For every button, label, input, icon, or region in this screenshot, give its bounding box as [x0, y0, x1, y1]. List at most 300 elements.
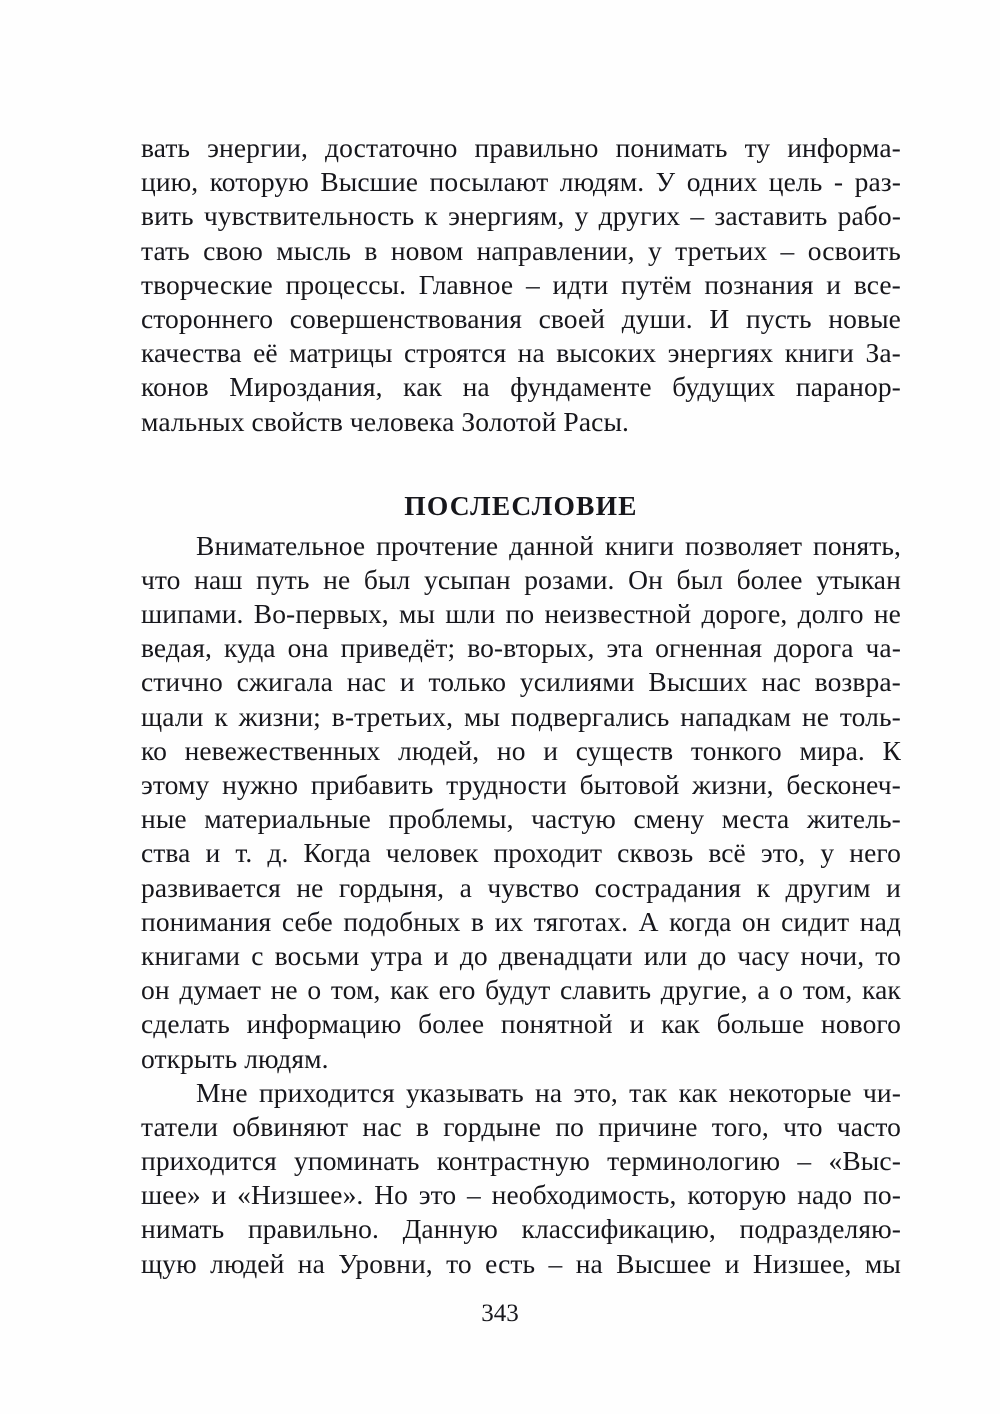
word: тать	[141, 234, 190, 266]
word: у	[647, 234, 662, 266]
page-number: 343	[481, 1300, 519, 1327]
word: путь	[256, 563, 310, 595]
word: другие,	[660, 974, 748, 1006]
word: Высших	[648, 666, 748, 698]
word: он	[741, 905, 771, 937]
word: она	[287, 632, 329, 664]
word: Он	[628, 563, 663, 595]
heading-spacer	[141, 439, 901, 465]
text-line	[141, 370, 901, 404]
word: и	[826, 268, 842, 300]
word: качества	[141, 337, 242, 369]
word: направлении,	[476, 234, 635, 266]
word: свою	[203, 234, 263, 266]
word: которую	[687, 1179, 787, 1211]
word: над	[859, 905, 901, 937]
word: информа-	[787, 132, 901, 163]
word: куда	[224, 632, 276, 664]
text-line	[141, 631, 901, 665]
word: розами.	[524, 563, 615, 595]
section-heading: ПОСЛЕСЛОВИЕ	[404, 489, 638, 521]
word: книги	[784, 337, 854, 369]
word: энергии,	[207, 132, 308, 163]
word: как	[862, 974, 901, 1006]
text-line	[141, 131, 901, 165]
text-line	[141, 268, 901, 302]
word: паранор-	[795, 371, 901, 403]
word: другим	[785, 871, 871, 903]
text-line	[141, 665, 901, 699]
word: Данную	[402, 1213, 498, 1245]
word: того,	[711, 1110, 769, 1142]
word: цию,	[141, 166, 199, 198]
word: дороге,	[701, 598, 788, 630]
word: За-	[865, 337, 901, 369]
text-line	[141, 1042, 901, 1076]
word: проблемы,	[388, 803, 514, 835]
word: прибавить	[310, 769, 434, 800]
word: этому	[141, 769, 210, 800]
paragraph-afterword-intro	[141, 529, 901, 1076]
word: и	[886, 871, 901, 903]
word: усилиями	[519, 666, 635, 698]
word: вать	[141, 132, 191, 163]
text-line	[141, 1076, 901, 1110]
word: с	[251, 939, 264, 971]
word: чувство	[487, 871, 580, 903]
word: «Низшее».	[237, 1179, 364, 1211]
word: как	[390, 974, 429, 1006]
word: высоких	[556, 337, 657, 369]
word: развивается	[141, 871, 281, 903]
word: Внимательное	[196, 529, 366, 561]
word: А	[638, 905, 659, 937]
word: которую	[209, 166, 309, 198]
word: до	[698, 939, 727, 971]
word: новые	[828, 302, 901, 334]
word: жизни;	[238, 700, 321, 732]
word: только	[428, 666, 507, 698]
word: но	[496, 734, 526, 766]
word: на	[297, 1247, 325, 1279]
word: более	[736, 563, 803, 595]
word: понимать	[615, 132, 728, 163]
word: подвергались	[510, 700, 670, 732]
word: его	[438, 974, 476, 1006]
word: стично	[141, 666, 223, 698]
word: том,	[330, 974, 381, 1006]
text-line	[141, 234, 901, 268]
word: на	[575, 1247, 603, 1279]
text-line	[141, 597, 901, 631]
word: «Выс-	[828, 1145, 901, 1177]
word: частую	[531, 803, 616, 835]
word: тяготах.	[533, 905, 629, 937]
word: проходит	[493, 837, 603, 869]
word: новом	[390, 234, 464, 266]
word: людей	[210, 1247, 285, 1279]
word: и	[399, 666, 415, 698]
word: в	[364, 234, 378, 266]
text-line	[141, 302, 901, 336]
word: –	[525, 268, 540, 300]
word: наш	[194, 563, 243, 595]
text-line	[141, 1212, 901, 1246]
word: Уровни,	[338, 1247, 433, 1279]
text-line	[141, 165, 901, 199]
word: упоминать	[294, 1145, 420, 1177]
text-line	[141, 802, 901, 836]
word: все-	[853, 268, 901, 300]
word: тонкого	[690, 734, 782, 766]
word: обвиняют	[232, 1110, 349, 1142]
word: нового	[821, 1008, 901, 1040]
word: посылают	[429, 166, 549, 198]
word: на	[517, 337, 545, 369]
line-text: мальных свойств человека Золотой Расы.	[141, 405, 629, 437]
word: И	[709, 302, 730, 334]
word: на	[535, 1076, 563, 1108]
word: том,	[802, 974, 853, 1006]
word: приходится	[141, 1145, 277, 1177]
word: нас	[362, 1110, 402, 1142]
word: цель	[768, 166, 823, 198]
word: вить	[141, 200, 194, 232]
word: что	[783, 1110, 823, 1142]
text-line	[141, 1007, 901, 1041]
word: то	[446, 1247, 472, 1279]
word: шли	[445, 598, 496, 630]
word: так	[629, 1076, 668, 1108]
word: сжигала	[236, 666, 333, 698]
word: был	[363, 563, 411, 595]
text-line	[141, 734, 901, 768]
word: шипами.	[141, 598, 244, 630]
word: ные	[141, 803, 187, 835]
text-line	[141, 1178, 901, 1212]
word: нимать	[141, 1213, 225, 1245]
word: правильно	[474, 132, 599, 163]
page-body	[141, 131, 901, 1281]
word: сделать	[141, 1008, 230, 1040]
word: Мироздания,	[229, 371, 383, 403]
word: как	[403, 371, 442, 403]
word: в-третьих,	[331, 700, 454, 732]
word: книги	[604, 529, 675, 561]
word: долго	[797, 598, 864, 630]
word: ча-	[865, 632, 901, 664]
word: а	[757, 974, 770, 1006]
word: в	[471, 905, 485, 937]
text-line	[141, 529, 901, 563]
text-line	[141, 1110, 901, 1144]
word: чи-	[862, 1076, 901, 1108]
word: терминологию	[607, 1145, 781, 1177]
word: то	[875, 939, 901, 971]
paragraph-afterword-second	[141, 1076, 901, 1281]
text-line	[141, 836, 901, 870]
text-line	[141, 939, 901, 973]
word: ночи,	[800, 939, 865, 971]
word: до	[459, 939, 488, 971]
text-line	[141, 768, 901, 802]
word: надо	[797, 1179, 853, 1211]
word: Низшее,	[752, 1247, 852, 1279]
word: Во-первых,	[253, 598, 389, 630]
text-line	[141, 1247, 901, 1281]
word: необходимость,	[491, 1179, 677, 1211]
word: это,	[573, 1076, 618, 1108]
word: гордыня,	[338, 871, 445, 903]
word: рабо-	[837, 200, 901, 232]
word: гордыне	[443, 1110, 542, 1142]
word: или	[643, 939, 688, 971]
word: мысль	[276, 234, 352, 266]
word: когда	[669, 905, 732, 937]
word: людям.	[559, 166, 645, 198]
word: двенадцати	[498, 939, 633, 971]
word: нужно	[222, 769, 299, 800]
word: матрицы	[289, 337, 393, 369]
word: думает	[179, 974, 261, 1006]
word: себе	[281, 905, 333, 937]
word: людей,	[398, 734, 480, 766]
word: славить	[560, 974, 652, 1006]
word: человек	[385, 837, 479, 869]
word: её	[253, 337, 278, 369]
word: к	[756, 871, 771, 903]
word: прочтение	[376, 529, 499, 561]
word: –	[690, 200, 705, 232]
word: освоить	[807, 234, 901, 266]
word: усыпан	[423, 563, 511, 595]
text-line	[141, 199, 901, 233]
word: нас	[346, 666, 387, 698]
word: утра	[370, 939, 423, 971]
word: своей	[538, 302, 606, 334]
word: как	[661, 1008, 700, 1040]
word: у	[574, 200, 589, 232]
word: сострадания	[594, 871, 742, 903]
text-line	[141, 871, 901, 905]
word: данной	[509, 529, 594, 561]
word: часто	[836, 1110, 901, 1142]
word: житель-	[806, 803, 901, 835]
word: совершенствования	[289, 302, 522, 334]
word: пусть	[745, 302, 812, 334]
word: стороннего	[141, 302, 274, 334]
word: есть	[485, 1247, 536, 1279]
word: конов	[141, 371, 209, 403]
word: и	[205, 837, 221, 869]
word: книгами	[141, 939, 241, 971]
word: строятся	[404, 337, 507, 369]
word: бесконеч-	[786, 769, 901, 800]
word: по-	[863, 1179, 901, 1211]
word: всё	[708, 837, 746, 869]
word: третьих	[675, 234, 768, 266]
word: татели	[141, 1110, 219, 1142]
word: нас	[761, 666, 801, 698]
word: у	[820, 837, 835, 869]
word: огненная	[655, 632, 763, 664]
word: толь-	[839, 700, 901, 732]
word: по	[505, 598, 535, 630]
word: души.	[621, 302, 693, 334]
text-line	[141, 1144, 901, 1178]
word: Но	[374, 1179, 408, 1211]
word: не	[801, 700, 830, 732]
word: будущих	[672, 371, 776, 403]
word: заставить	[714, 200, 828, 232]
word: ту	[744, 132, 771, 163]
word: будут	[485, 974, 551, 1006]
word: познания	[704, 268, 814, 300]
word: был	[676, 563, 723, 595]
word: подобных	[343, 905, 461, 937]
word: во-вторых,	[467, 632, 595, 664]
word: смену	[633, 803, 705, 835]
word: шее»	[141, 1179, 201, 1211]
word: нападкам	[680, 700, 792, 732]
text-line	[141, 336, 901, 370]
text-line	[141, 905, 901, 939]
word: других	[598, 200, 681, 232]
word: дорога	[774, 632, 854, 664]
word: одних	[686, 166, 758, 198]
text-line	[141, 973, 901, 1007]
word: утыкан	[816, 563, 901, 595]
word: более	[418, 1008, 485, 1040]
word: Высшее	[616, 1247, 712, 1279]
word: щую	[141, 1247, 197, 1279]
word: что	[141, 563, 181, 595]
word: раз-	[854, 166, 901, 198]
word: Когда	[303, 837, 371, 869]
word: причине	[598, 1110, 698, 1142]
word: –	[780, 234, 795, 266]
word: чувствительность	[203, 200, 415, 232]
word: мира.	[799, 734, 865, 766]
word: ко	[141, 734, 167, 766]
word: -	[833, 166, 844, 198]
word: и	[629, 1008, 645, 1040]
word: фундаменте	[510, 371, 652, 403]
word: процессы.	[285, 268, 407, 300]
word: энергиях	[667, 337, 774, 369]
word: понять,	[813, 529, 901, 561]
word: понятной	[500, 1008, 613, 1040]
word: бытовой	[579, 769, 680, 800]
word: к	[424, 200, 438, 232]
word: указывать	[405, 1076, 524, 1108]
word: д.	[267, 837, 289, 869]
word: –	[548, 1247, 563, 1279]
word: правильно.	[247, 1213, 379, 1245]
word: идти	[552, 268, 609, 300]
word: места	[721, 803, 790, 835]
word: по	[555, 1110, 584, 1142]
word: мы	[463, 700, 501, 732]
word: достаточно	[325, 132, 458, 163]
word: сидит	[781, 905, 850, 937]
word: ства	[141, 837, 191, 869]
word: и	[543, 734, 559, 766]
word: как	[678, 1076, 718, 1108]
text-line	[141, 700, 901, 734]
word: он	[141, 974, 170, 1006]
word: –	[467, 1179, 481, 1211]
word: невежественных	[184, 734, 381, 766]
word: мы	[864, 1247, 901, 1279]
text-line	[141, 405, 901, 439]
word: классификацию,	[521, 1213, 716, 1245]
word: о	[779, 974, 794, 1006]
word: часу	[737, 939, 790, 971]
word: информацию	[246, 1008, 402, 1040]
word: путём	[621, 268, 692, 300]
word: трудности	[446, 769, 567, 800]
word: их	[494, 905, 524, 937]
word: подразделяю-	[739, 1213, 901, 1245]
word: больше	[716, 1008, 805, 1040]
word: энергиям,	[448, 200, 565, 232]
word: У	[655, 166, 676, 198]
word: и	[724, 1247, 740, 1279]
word: не	[296, 871, 324, 903]
word: неизвестной	[544, 598, 692, 630]
word: к	[214, 700, 228, 732]
word: это,	[760, 837, 806, 869]
word: не	[270, 974, 298, 1006]
word: не	[323, 563, 351, 595]
word: и	[433, 939, 449, 971]
word: приходится	[258, 1076, 395, 1108]
word: эта	[606, 632, 644, 664]
word: –	[797, 1145, 812, 1177]
word: и	[211, 1179, 227, 1211]
word: т.	[235, 837, 253, 869]
word: о	[307, 974, 322, 1006]
word: существ	[575, 734, 674, 766]
word: мы	[399, 598, 436, 630]
line-text: открыть людям.	[141, 1042, 329, 1074]
word: Главное	[418, 268, 514, 300]
paragraph-continued	[141, 131, 901, 439]
word: щали	[141, 700, 204, 732]
word: Высшие	[320, 166, 419, 198]
word: контрастную	[436, 1145, 590, 1177]
word: на	[462, 371, 490, 403]
word: него	[849, 837, 901, 869]
word: позволяет	[685, 529, 803, 561]
word: творческие	[141, 268, 273, 300]
word: сквозь	[617, 837, 694, 869]
word: ведая,	[141, 632, 212, 664]
word: а	[459, 871, 472, 903]
word: приведёт;	[340, 632, 456, 664]
word: в	[415, 1110, 430, 1142]
word: жизни,	[692, 769, 774, 800]
word: материальные	[204, 803, 371, 835]
word: некоторые	[728, 1076, 852, 1108]
text-line	[141, 563, 901, 597]
word: понимания	[141, 905, 272, 937]
word: восьми	[274, 939, 360, 971]
word: К	[882, 734, 901, 766]
word: это	[418, 1179, 457, 1211]
word: Мне	[196, 1076, 248, 1108]
